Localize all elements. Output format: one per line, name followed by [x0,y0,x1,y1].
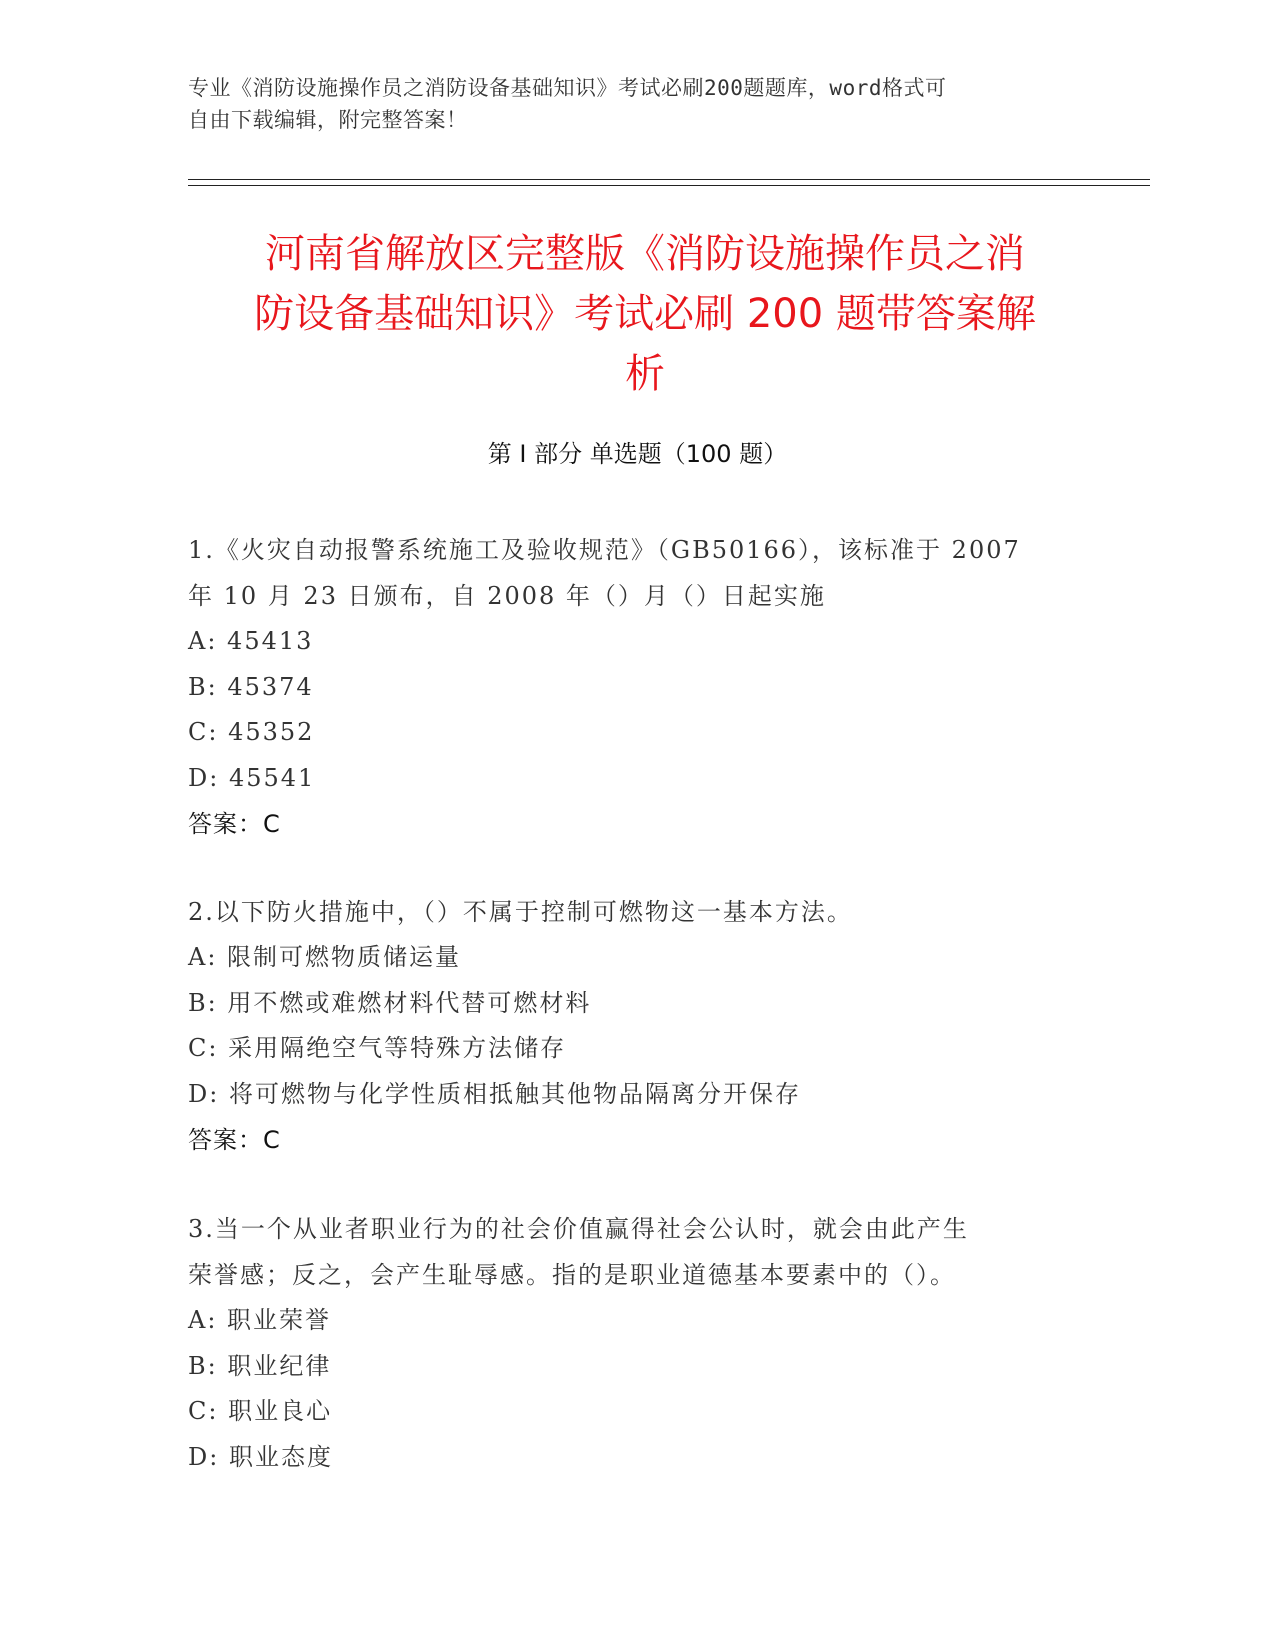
question-stem-line: 2.以下防火措施中，（）不属于控制可燃物这一基本方法。 [188,898,853,926]
option-a: A: 限制可燃物质储运量 [188,943,462,971]
section-heading: 第 I 部分 单选题（100 题） [487,440,788,468]
document-title [190,224,1100,404]
title-line-3: 析 [625,351,665,397]
title-line-2: 防设备基础知识》考试必刷 200 题带答案解 [254,291,1036,337]
question-stem-line: 荣誉感；反之，会产生耻辱感。指的是职业道德基本要素中的（）。 [188,1261,956,1289]
title-line-1: 河南省解放区完整版《消防设施操作员之消 [265,231,1025,277]
option-a: A: 45413 [188,627,314,655]
question-3 [188,1206,1088,1480]
question-stem-line: 年 10 月 23 日颁布，自 2008 年（）月（）日起实施 [188,582,826,610]
option-d: D: 职业态度 [188,1442,333,1471]
header-divider-top [188,179,1150,180]
header-divider-bottom [188,185,1150,186]
option-c: C: 45352 [188,718,315,746]
intro-line-1: 专业《消防设施操作员之消防设备基础知识》考试必刷200题题库，word格式可 [188,76,947,100]
option-a: A: 职业荣誉 [188,1306,332,1334]
question-stem-line: 3.当一个从业者职业行为的社会价值赢得社会公认时，就会由此产生 [188,1215,969,1243]
question-2 [188,889,1088,1163]
question-1 [188,527,1088,847]
option-b: B: 用不燃或难燃材料代替可燃材料 [188,988,592,1017]
answer: 答案：C [188,1126,281,1154]
option-c: C: 采用隔绝空气等特殊方法储存 [188,1034,567,1062]
document-intro [188,72,1068,136]
intro-line-2: 自由下载编辑，附完整答案！ [188,108,468,132]
option-d: D: 45541 [188,763,316,792]
question-stem-line: 1.《火灾自动报警系统施工及验收规范》（GB50166），该标准于 2007 [188,536,1021,564]
option-d: D: 将可燃物与化学性质相抵触其他物品隔离分开保存 [188,1079,801,1108]
answer: 答案：C [188,810,281,838]
option-b: B: 职业纪律 [188,1351,332,1380]
option-b: B: 45374 [188,672,314,701]
option-c: C: 职业良心 [188,1397,333,1425]
